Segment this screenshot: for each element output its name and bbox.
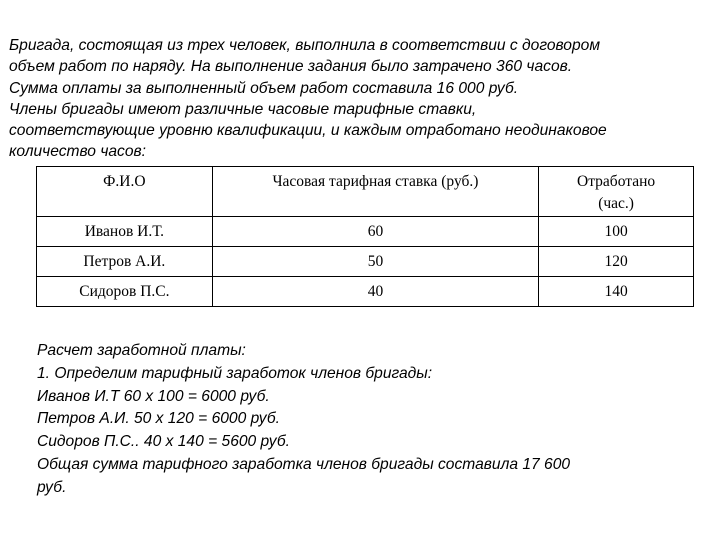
statement-line: объем работ по наряду. На выполнение задания было затрачено 360 часов. — [9, 58, 573, 76]
header-hours — [539, 167, 694, 217]
header-hours-line2: (час.) — [598, 195, 634, 212]
problem-statement — [9, 35, 709, 163]
cell-hours: 120 — [539, 247, 694, 277]
cell-hours: 100 — [539, 217, 694, 247]
statement-line: Бригада, состоящая из трех человек, выполнила в соответствии с договором — [9, 37, 601, 54]
cell-rate: 60 — [212, 217, 538, 247]
header-name: Ф.И.О — [37, 167, 213, 217]
calculation-line: Петров А.И. 50 х 120 = 6000 руб. — [37, 410, 280, 428]
header-hours-line1: Отработано — [577, 173, 656, 190]
cell-name: Сидоров П.С. — [37, 277, 213, 307]
calculation-line: Общая сумма тарифного заработка членов бригады составила 17 600 — [37, 455, 571, 473]
calculation-line: руб. — [37, 478, 67, 496]
cell-hours: 140 — [539, 277, 694, 307]
calculation-line: Иванов И.Т 60 х 100 = 6000 руб. — [37, 387, 270, 405]
table-row — [37, 277, 694, 307]
calculation-line: 1. Определим тарифный заработок членов бригады: — [37, 364, 433, 382]
cell-rate: 50 — [212, 247, 538, 277]
cell-name: Петров А.И. — [37, 247, 213, 277]
wage-calculation — [37, 340, 697, 500]
calculation-line: Сидоров П.С.. 40 х 140 = 5600 руб. — [37, 433, 290, 451]
wage-rate-table — [36, 166, 694, 307]
statement-line: соответствующие уровню квалификации, и каждым отработано неодинаковое — [9, 122, 607, 140]
statement-line: количество часов: — [9, 143, 147, 161]
calculation-line: Расчет заработной платы: — [37, 342, 246, 359]
statement-line: Сумма оплаты за выполненный объем работ составила 16 000 руб. — [9, 79, 519, 97]
statement-line: Члены бригады имеют различные часовые тарифные ставки, — [9, 100, 477, 118]
cell-name: Иванов И.Т. — [37, 217, 213, 247]
table-header-row — [37, 167, 694, 217]
header-rate: Часовая тарифная ставка (руб.) — [212, 167, 538, 217]
cell-rate: 40 — [212, 277, 538, 307]
table-row — [37, 217, 694, 247]
table-row — [37, 247, 694, 277]
